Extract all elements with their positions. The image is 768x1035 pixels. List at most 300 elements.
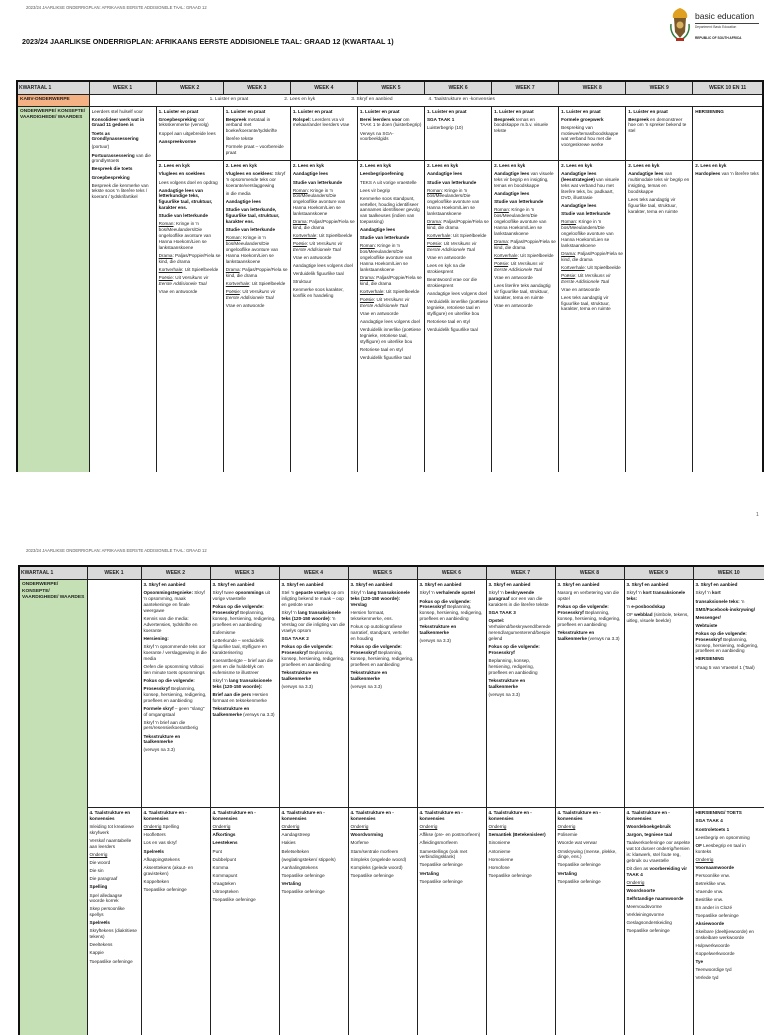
text-segment: lang transaksionele teks (120-150 woorde) <box>281 610 341 622</box>
text-segment: Skryf 'n <box>488 590 505 596</box>
text-segment: 1. Luister en praat <box>359 108 400 114</box>
cell-paragraph: (verwys na 3.3) <box>350 683 382 689</box>
cell-paragraph: Hakies <box>281 840 296 846</box>
cell-paragraph <box>159 221 221 250</box>
text-segment: van visuele teks wat verband hou met literêre teks, bv. padkaart, DVD, illustrasie <box>561 177 620 200</box>
kabv-label: KABV-ONDERWERPE <box>17 95 89 106</box>
cell-paragraph <box>696 843 763 855</box>
cell-paragraph: Eufemisme <box>212 630 236 636</box>
cell-paragraph: Morfeme <box>350 840 369 846</box>
cell-paragraph <box>561 163 623 169</box>
cell-paragraph <box>489 678 553 690</box>
text-segment: Vluglees en soeklees: <box>225 171 274 177</box>
cell-paragraph <box>558 824 622 830</box>
cell-paragraph <box>282 636 346 642</box>
cell-paragraph <box>360 117 422 129</box>
text-segment: verhalende opstel <box>435 590 476 596</box>
cell-paragraph: Toepaslike oefeninge <box>281 888 325 894</box>
cell-paragraph <box>627 866 691 878</box>
text-segment: 4. Taalstrukture en -konvensies <box>350 810 394 822</box>
text-segment: 4. Taalstrukture en -konvensies <box>281 810 325 822</box>
cell-paragraph <box>159 171 221 177</box>
text-segment: Drama <box>494 238 508 244</box>
text-segment: 3. Skryf en aanbied <box>626 582 669 588</box>
text-segment: HERSIENING/ TOETS <box>695 810 742 816</box>
week-cell <box>693 161 763 472</box>
cell-paragraph: Homofone <box>488 864 510 870</box>
cell-paragraph: Geslagsonderskeiding <box>626 920 672 926</box>
cell-paragraph: Vrae en antwoorde <box>225 302 265 308</box>
cell-paragraph <box>226 281 288 287</box>
text-segment: Semantiek (Betekenisleer) <box>488 832 546 838</box>
week-cell <box>279 580 348 808</box>
cell-paragraph <box>159 253 221 265</box>
week-cell <box>417 808 486 1035</box>
cell-paragraph: Vrae en antwoorde <box>158 288 198 294</box>
cell-paragraph <box>351 810 415 822</box>
column-header-week: WEEK 9 <box>626 81 693 95</box>
cell-paragraph <box>420 599 484 623</box>
text-segment: Onderrig <box>488 824 507 830</box>
text-segment: Studie van letterkunde, figuurlike taal, struktuur, karakter ens. <box>225 207 280 225</box>
header-row <box>17 81 763 95</box>
text-segment: Skryf twee <box>212 590 236 596</box>
week-cell <box>693 808 764 1035</box>
column-header-week: WEEK 6 <box>417 566 486 580</box>
cell-paragraph <box>628 117 690 135</box>
text-segment: voorbereiding vir TAAK 4 <box>626 866 688 878</box>
cell-paragraph <box>494 239 556 251</box>
cell-paragraph <box>696 599 763 605</box>
text-segment: Rolspel: <box>292 116 311 122</box>
cell-paragraph: Persoonlike vnw. <box>695 872 730 878</box>
text-segment: Skryf 'n <box>419 590 436 596</box>
coat-of-arms-icon <box>668 6 692 42</box>
text-segment: Onderrig <box>143 824 162 830</box>
cell-paragraph <box>420 824 484 830</box>
week-cell <box>424 161 491 472</box>
week-cell <box>555 808 624 1035</box>
cell-paragraph: Skeibare (deeltjiewoorde) en onskeibare werkwoorde <box>695 929 754 941</box>
cell-paragraph <box>696 590 763 596</box>
text-segment: Onderrig <box>350 824 369 830</box>
text-segment: 4. Taalstrukture en -konvensies <box>419 810 463 822</box>
text-segment: beskrywende paragraaf <box>488 590 535 602</box>
cell-paragraph <box>494 253 556 259</box>
week-cell <box>492 161 559 472</box>
cell-paragraph <box>213 582 277 588</box>
cell-paragraph <box>144 678 208 684</box>
text-segment: 3. Skryf en aanbied <box>212 582 255 588</box>
cell-paragraph <box>226 163 288 169</box>
cell-paragraph: Simpleks (ongelede woord) <box>350 856 407 862</box>
column-header-week: WEEK 9 <box>624 566 693 580</box>
text-segment: om TAAK 1 te doen (luisterbegrip) <box>359 116 422 128</box>
cell-paragraph <box>360 227 422 233</box>
cell-paragraph <box>351 670 415 682</box>
text-segment: : Paljas/Poppie/Fiela se kind, die drama <box>359 274 422 286</box>
text-segment: kort <box>711 590 721 596</box>
cell-paragraph <box>427 241 489 253</box>
cell-paragraph <box>627 880 691 886</box>
text-segment: Toets as Grondlynassessering <box>91 130 139 142</box>
cell-paragraph <box>282 881 346 887</box>
cell-paragraph: Aanhalingstekens <box>281 864 318 870</box>
cell-paragraph: (weglatingsteken/ stippels) <box>281 856 336 862</box>
cell-paragraph: Kenmerke soos karakter, konflik en handeling <box>292 287 344 299</box>
cell-paragraph <box>696 582 763 588</box>
week-cell <box>624 580 693 808</box>
text-segment: Versikuns vir Eerste Addisionele Taal <box>494 260 544 272</box>
cell-paragraph <box>695 109 760 115</box>
cell-paragraph: Kommapunt <box>212 872 238 878</box>
cell-paragraph <box>427 233 489 239</box>
text-segment: Kortverhale <box>426 233 451 239</box>
week-cell <box>89 106 156 472</box>
cell-paragraph <box>293 233 355 239</box>
text-segment: : Paljas/Poppie/Fiela se kind, die drama <box>225 266 288 278</box>
cell-paragraph: Toepaslike oefeninge <box>281 872 325 878</box>
cell-paragraph <box>489 810 553 822</box>
cell-paragraph <box>420 810 484 822</box>
cell-paragraph: Toepaslike oefeninge <box>488 872 532 878</box>
column-header-week: WEEK 8 <box>555 566 624 580</box>
cell-paragraph <box>696 818 763 824</box>
cell-paragraph: Verduidelik innerlike (poëtiese tegnieke, retoriese taal, stylfigure) en uiterlike bou <box>359 326 421 344</box>
text-segment: 'n <box>626 604 632 610</box>
text-segment: : Paljas/Poppie/Fiela se kind, die drama <box>426 219 489 231</box>
text-segment: Drama <box>561 250 575 256</box>
cell-paragraph <box>226 235 288 264</box>
text-segment: Beplanning, konsep, hersiening, redigering, proeflees en aanbieding <box>695 636 759 654</box>
cell-paragraph: Toepaslike oefeninge <box>143 886 187 892</box>
cell-paragraph <box>159 188 221 212</box>
text-segment: 1. Luister en praat <box>225 108 266 114</box>
cell-paragraph: Beantwoord vrae oor die strokiesprent <box>426 277 478 288</box>
cell-paragraph: Inleiding tot kreatiewe skryfwerk <box>89 824 134 836</box>
cell-paragraph <box>627 888 691 894</box>
column-header-week: WEEK 2 <box>156 81 223 95</box>
cell-paragraph <box>213 840 277 846</box>
text-segment: SGA TAAK 1 <box>426 116 455 122</box>
week-cell <box>279 808 348 1035</box>
column-header-week: WEEK 5 <box>348 566 417 580</box>
text-segment: 1. Luister en praat <box>561 108 601 114</box>
cell-paragraph: Vrae en antwoorde <box>359 310 399 316</box>
cell-paragraph: Homonieme <box>488 856 514 862</box>
cell-paragraph <box>351 832 415 838</box>
cell-paragraph <box>226 199 288 205</box>
text-segment: en demonstreer hoe om 'n spreker bekend te stel <box>628 116 687 134</box>
week-cell <box>693 580 764 808</box>
week-cell <box>348 580 417 808</box>
text-segment: 'n <box>739 598 745 604</box>
text-segment: (verwys na 3.3) <box>586 635 620 641</box>
text-segment: Onderrig <box>89 852 108 858</box>
text-segment: Stel 'n <box>281 590 296 596</box>
text-segment: lang transaksionele teks (120-150 woorde): Verslag <box>350 590 410 608</box>
content-row <box>19 808 764 1035</box>
cell-paragraph: Omskrywing (mense, plekke, dinge, ens.) <box>557 848 617 860</box>
cell-paragraph <box>696 865 763 871</box>
cell-paragraph <box>558 630 622 642</box>
text-segment: Poësie <box>225 288 240 294</box>
cell-paragraph <box>558 582 622 588</box>
cell-paragraph <box>282 644 346 668</box>
text-segment: SGA TAAK 4 <box>695 818 723 824</box>
cell-paragraph: Aksenttekens (akuut- en gravisteken) <box>143 864 194 876</box>
text-segment: Woordeboekgebruik <box>626 824 671 830</box>
text-segment: Hersiening: <box>143 635 169 641</box>
text-segment: 1. Luister en praat <box>292 108 333 114</box>
text-segment: Roman <box>158 221 174 227</box>
cell-paragraph: Vrae en antwoorde <box>426 255 466 261</box>
cell-paragraph <box>90 852 139 858</box>
text-segment: Roman <box>494 207 509 213</box>
cell-paragraph: Koerantberigte – brief aan die pers en die huldeblyk om eufemisme te illustreer <box>212 657 274 675</box>
text-segment: 3. Skryf en aanbied <box>695 582 738 588</box>
text-segment: OF <box>626 612 635 618</box>
text-segment: Leesbegrip en taal in konteks <box>695 842 746 854</box>
cell-paragraph: Aandagtige lees volgens doel <box>359 318 420 324</box>
kabv-topic: 1. Luister en praat <box>209 97 249 103</box>
cell-paragraph: Vraag 5 van Vraestel 1 (Taal) <box>695 664 755 670</box>
cell-paragraph <box>360 171 422 177</box>
kabv-topic: 4. Taalstrukture en -konvensies <box>428 97 495 103</box>
cell-paragraph <box>494 163 556 169</box>
cell-paragraph: Kompleks (gelede woord) <box>350 864 403 870</box>
text-segment: Teksstrukture en taalkenmerke <box>350 669 388 681</box>
cell-paragraph: Verskaf naamtabelle aan leerders <box>89 838 132 850</box>
page-header-note: 2023/24 JAARLIKSE ONDERRIGPLAN: AFRIKAANS EERSTE ADDISIONELE TAAL: GRAAD 12 <box>26 548 207 553</box>
cell-paragraph: Letterkunde – verduidelik figuurlike taal, stylfigure en karakterisering <box>212 638 267 655</box>
cell-paragraph: Leerders stel hulself voor <box>91 108 143 114</box>
cell-paragraph: Skep persoonlike spellys <box>89 906 125 918</box>
cell-paragraph <box>696 631 763 655</box>
cell-paragraph <box>92 166 154 172</box>
cell-paragraph: Leesbegrip en opsomming <box>695 834 750 840</box>
plan-table <box>16 80 764 472</box>
column-header-week: WEEK 8 <box>559 81 626 95</box>
cell-paragraph <box>92 153 154 165</box>
cell-paragraph <box>282 670 346 682</box>
cell-paragraph <box>226 289 288 301</box>
column-header-week: WEEK 3 <box>223 81 290 95</box>
text-segment: : Uit Spieëlbeelde <box>383 288 420 294</box>
cell-paragraph <box>696 615 763 621</box>
cell-paragraph <box>282 610 346 634</box>
text-segment: Aandagtige lees <box>628 171 664 177</box>
logo-name: basic education <box>695 11 755 21</box>
text-segment: 2. Lees en kyk <box>158 163 190 169</box>
cell-paragraph: Skryf 'n brief aan die pers/resensie/koerantberig <box>143 719 198 731</box>
week-cell <box>626 161 693 472</box>
cell-paragraph: Deeltekens <box>89 942 113 948</box>
text-segment: OF <box>695 842 702 848</box>
text-segment: Kortverhale <box>225 280 250 286</box>
cell-paragraph <box>494 117 556 135</box>
column-header-term: KWARTAAL 1 <box>19 566 87 580</box>
text-segment: 3. Skryf en aanbied <box>557 582 600 588</box>
cell-paragraph: Toepaslike oefeninge <box>212 896 256 902</box>
text-segment: 4. Taalstrukture en -konvensies <box>626 810 670 822</box>
column-header-week: WEEK 7 <box>492 81 559 95</box>
cell-paragraph <box>159 275 221 287</box>
cell-paragraph <box>213 810 277 822</box>
cell-paragraph: Punt <box>212 848 222 854</box>
text-segment: HERSIENING <box>695 108 724 114</box>
cell-paragraph <box>561 273 623 285</box>
cell-paragraph: Struktuur <box>292 279 312 285</box>
text-segment: Onderrig <box>695 856 714 862</box>
text-segment: Versikuns vir Eerste Addisionele Taal <box>359 296 410 308</box>
cell-paragraph: (verwys na 3.3) <box>419 638 451 644</box>
text-segment: 2. Lees en kyk <box>561 163 593 169</box>
text-segment: : Uit Spieëlbeelde <box>517 252 554 258</box>
text-segment: Prosesskryf <box>143 685 170 691</box>
week-cell <box>141 580 210 808</box>
week-cell <box>492 106 559 161</box>
text-segment: Versikuns vir Eerste Addisionele Taal <box>158 274 209 286</box>
text-segment: oor teksskenmerke (vervolg) <box>158 116 209 128</box>
text-segment: Woordsoorte <box>626 888 655 894</box>
cell-paragraph <box>213 692 277 704</box>
cell-paragraph: Toepaslike oefeninge <box>419 862 463 868</box>
cell-paragraph <box>144 686 208 704</box>
cell-paragraph: Toepaslike oefeninge <box>695 913 739 919</box>
cell-paragraph <box>226 171 288 189</box>
text-segment: : Paljas/Poppie/Fiela se kind, die drama <box>158 252 221 264</box>
text-segment: 4. Taalstrukture en -konvensies <box>212 810 256 822</box>
text-segment: : Uit <box>239 288 250 294</box>
text-segment: Groepbespreking <box>158 116 197 122</box>
week-cell <box>290 161 357 472</box>
cell-paragraph: Verduidelik figuurlike taal <box>359 354 411 360</box>
text-segment: Aandagtige lees <box>561 203 597 209</box>
text-segment: Fokus op die volgende: Prosesskryf <box>350 644 402 655</box>
text-segment: 3. Skryf en aanbied <box>350 582 393 588</box>
plan-table <box>18 565 764 1035</box>
text-segment: uit vorige vraestelle <box>212 590 270 602</box>
cell-paragraph <box>558 810 622 822</box>
text-segment: Fokus op die volgende: Prosesskryf <box>281 644 333 655</box>
text-segment: Webtuiste <box>695 622 718 628</box>
cell-paragraph: Koppelwerkwoorde <box>695 951 735 957</box>
text-segment: Onderrig <box>557 824 576 830</box>
cell-paragraph <box>420 582 484 588</box>
cell-paragraph <box>159 117 221 129</box>
text-segment: : Uit <box>508 260 518 266</box>
cell-paragraph <box>494 199 556 205</box>
cell-paragraph <box>494 171 556 189</box>
week-cell <box>559 161 626 472</box>
week-cell <box>210 580 279 808</box>
text-segment: Poësie <box>158 274 173 280</box>
text-segment: : Paljas/Poppie/Fiela se kind, die drama <box>494 238 556 250</box>
cell-paragraph <box>226 117 288 135</box>
content-row <box>17 106 763 161</box>
cell-paragraph <box>144 824 208 830</box>
text-segment: van 'n literêre teks <box>720 171 759 177</box>
text-segment: van visuele teks vir begrip en insigting, temas en boodskappe <box>494 171 554 189</box>
text-segment: Leerders vra vir mekaar/ander leerders vrae <box>292 116 350 128</box>
text-segment: Aandagtige lees van letterkundige teks, figuurlike taal, struktuur, karakter ens. <box>158 187 213 211</box>
kabv-topics <box>89 95 763 106</box>
text-segment: Skryf 'n opsomming, maak aantekeninge en finale weergawe <box>143 590 205 614</box>
text-segment: – geen "slang" of omgangstaal <box>143 705 205 717</box>
cell-paragraph <box>420 624 484 636</box>
text-segment: Fokus op die volgende: Prosesskryf <box>419 598 471 610</box>
cell-paragraph <box>696 656 763 662</box>
cell-paragraph: Aandagtige lees volgens doel <box>426 291 488 297</box>
text-segment: Kortverhale <box>494 252 518 258</box>
week-cell <box>486 580 555 808</box>
cell-paragraph <box>489 610 553 616</box>
cell-paragraph <box>282 824 346 830</box>
cell-paragraph: Vraende vnw. <box>695 888 724 894</box>
text-segment: SMS/Facebook-inskrywing/ <box>695 606 755 612</box>
cell-paragraph: Affikse (pre- en postmorfeem) <box>419 832 481 838</box>
cell-paragraph: Formele praat – voorbereide praat <box>225 144 284 156</box>
column-header-week: WEEK 4 <box>279 566 348 580</box>
cell-paragraph: Kenmerke soos standpunt, verteller, houding identifiseer aannames identifiseer gevolg van taalkeuses (indien van toepassing) <box>359 195 420 225</box>
text-segment: 2. Lees en kyk <box>225 163 257 169</box>
cell-paragraph: Hoofletters <box>143 832 166 838</box>
week-cell <box>624 808 693 1035</box>
text-segment: Bespreek <box>494 116 515 122</box>
cell-paragraph: Lees teks aandagtig vir figuurlike taal, struktuur, karakter, tema en ruimte <box>628 197 678 214</box>
cell-paragraph <box>159 213 221 219</box>
logo-divider <box>695 23 759 24</box>
cell-paragraph: Verduidelik figuurlike taal <box>426 326 478 332</box>
week-cell <box>223 161 290 472</box>
week-cell <box>348 808 417 1035</box>
cell-paragraph: Koppel aan uitgebreide lees <box>158 130 216 136</box>
cell-paragraph <box>293 219 355 231</box>
cell-paragraph: Oefen die opsomming Voltooi tien minute toets opsommings <box>143 663 205 675</box>
text-segment: 4. Taalstrukture en -konvensies <box>488 810 532 822</box>
cell-paragraph: Retoriese taal en styl <box>426 318 470 324</box>
cell-paragraph <box>293 171 355 177</box>
page-header-note: 2023/24 JAARLIKSE ONDERRIGPLAN: AFRIKAANS EERSTE ADDISIONELE TAAL: GRAAD 12 <box>26 5 207 10</box>
cell-paragraph <box>628 109 690 115</box>
cell-paragraph <box>293 180 355 186</box>
cell-paragraph: Los en vas skryf <box>143 840 177 846</box>
text-segment: Roman <box>561 219 576 225</box>
cell-paragraph <box>696 827 763 833</box>
cell-paragraph: Samestellings (ook met verbindingsklank) <box>419 848 468 860</box>
cell-paragraph <box>213 678 277 690</box>
cell-paragraph: Vrae en antwoorde <box>561 286 600 292</box>
text-segment: Beplanning, konsep, hersiening, redigering, proeflees en aanbieding <box>143 685 207 703</box>
cell-paragraph <box>213 590 277 602</box>
cell-paragraph <box>293 188 355 217</box>
text-segment: Leesbegripoefening <box>359 171 404 177</box>
text-segment: Vertaling <box>281 880 301 886</box>
cell-paragraph: Vrae en antwoorde <box>292 255 332 261</box>
text-segment: webblad <box>634 612 653 618</box>
text-segment: Kontroletoets 1 <box>695 826 730 832</box>
text-segment: Vertaling <box>557 870 577 876</box>
cell-paragraph <box>360 243 422 272</box>
cell-paragraph <box>561 109 623 115</box>
cell-paragraph: (verwys na 3.3) <box>281 683 313 689</box>
cell-paragraph: Aandagtige lees volgens doel <box>292 263 353 269</box>
week-cell <box>87 580 141 808</box>
text-segment: Groepbespreking <box>91 174 130 180</box>
text-segment: Drama <box>158 252 173 258</box>
text-segment: 1. Luister en praat <box>494 108 534 114</box>
